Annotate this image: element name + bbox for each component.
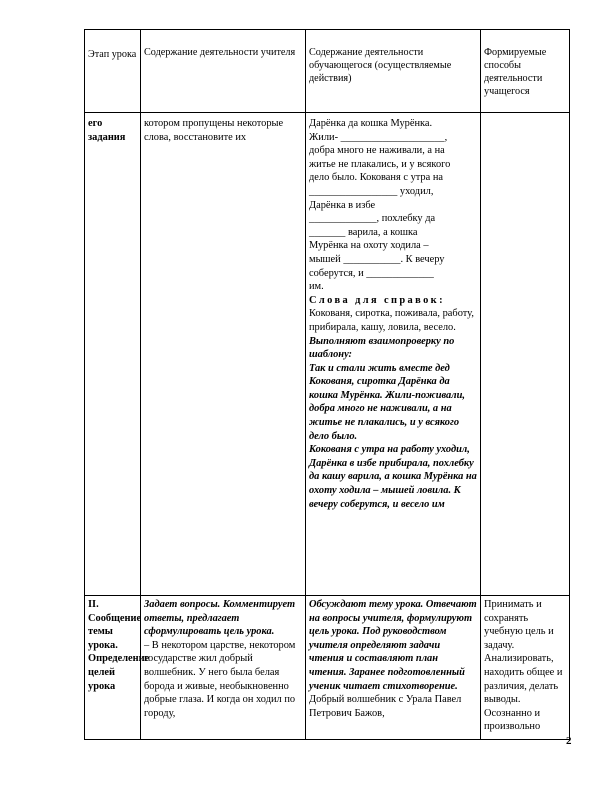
gap-text-line: житье не плакались, и у всякого [309,158,451,170]
poem-text: Добрый волшебник с Урала Павел Петрович Бажов, [309,694,464,719]
stage-cell: II. Сообщение темы урока. Определение целей урока [85,596,141,740]
gap-text-line: им. [309,281,324,293]
gap-text-line: _________________ уходил, [309,185,434,197]
gap-text-line: мышей ___________. К вечеру [309,253,445,265]
table-header-row [85,30,570,113]
hint-label: Слова для справок: [309,294,445,306]
answer-text: Так и стали жить вместе дед Кокованя, сиротка Дарёнка да кошка Мурёнка. Жили-поживали, добра много не наживали, а на житье не плакались, и у всякого дело было. [309,362,468,442]
gap-text-line: соберутся, и _____________ [309,267,434,279]
header-skills: Формируемые способы деятельности учащегося [481,30,570,113]
check-text: Выполняют взаимопроверку по шаблону: [309,335,457,361]
answer-text-2: Кокованя с утра на работу уходил, Дарёнка в избе прибирала, похлебку да кашу варила, а кошка Мурёнка на охоту ходила – мышей ловила. К вечеру соберутся, и весело им [309,444,480,510]
gap-text-line: Жили- ____________________, [309,131,448,143]
skills-cell [481,113,570,596]
student-cell [306,596,481,740]
gap-text-line: Дарёнка в избе [309,199,376,211]
gap-text [309,117,477,294]
gap-text-line: _____________, похлебку да [309,213,436,225]
header-student: Содержание деятельности обучающегося (осуществляемые действия) [306,30,481,113]
header-teacher: Содержание деятельности учителя [141,30,306,113]
student-cell [306,113,481,596]
stage-cell: его задания [85,113,141,596]
gap-text-line: добра много не наживали, а на [309,145,445,157]
hint-words: Кокованя, сиротка, поживала, работу, прибирала, кашу, ловила, весело. [309,308,477,333]
teacher-speech: – В некотором царстве, некотором государстве жил добрый волшебник. У него была белая борода и живые, необыкновенно добрые глаза. И когда он ходил по городу, [144,639,298,719]
student-actions: Обсуждают тему урока. Отвечают на вопросы учителя, формулируют цель урока. Под руководством учителя определяют задачи чтения и составляют план чтения. Заранее подготовленный ученик читает стихотворение. [309,599,480,692]
skills-cell: Принимать и сохранять учебную цель и задачу. Анализировать, находить общее и различия, делать выводы. Осознанно и произвольно [481,596,570,740]
header-stage: Этап урока [85,30,141,113]
teacher-cell [141,596,306,740]
gap-text-line: дело было. Кокованя с утра на [309,172,444,184]
page-number: 2 [566,735,572,747]
teacher-cell: котором пропущены некоторые слова, восстановите их [141,113,306,596]
gap-text-line: Дарёнка да кошка Мурёнка. [309,118,433,129]
lesson-table [84,29,570,740]
teacher-instructions: Задает вопросы. Комментирует ответы, предлагает сформулировать цель урока. [144,599,298,638]
table-row [85,596,570,740]
gap-text-line: Мурёнка на охоту ходила – [309,240,429,252]
table-row [85,113,570,596]
gap-text-line: _______ варила, а кошка [309,226,418,238]
